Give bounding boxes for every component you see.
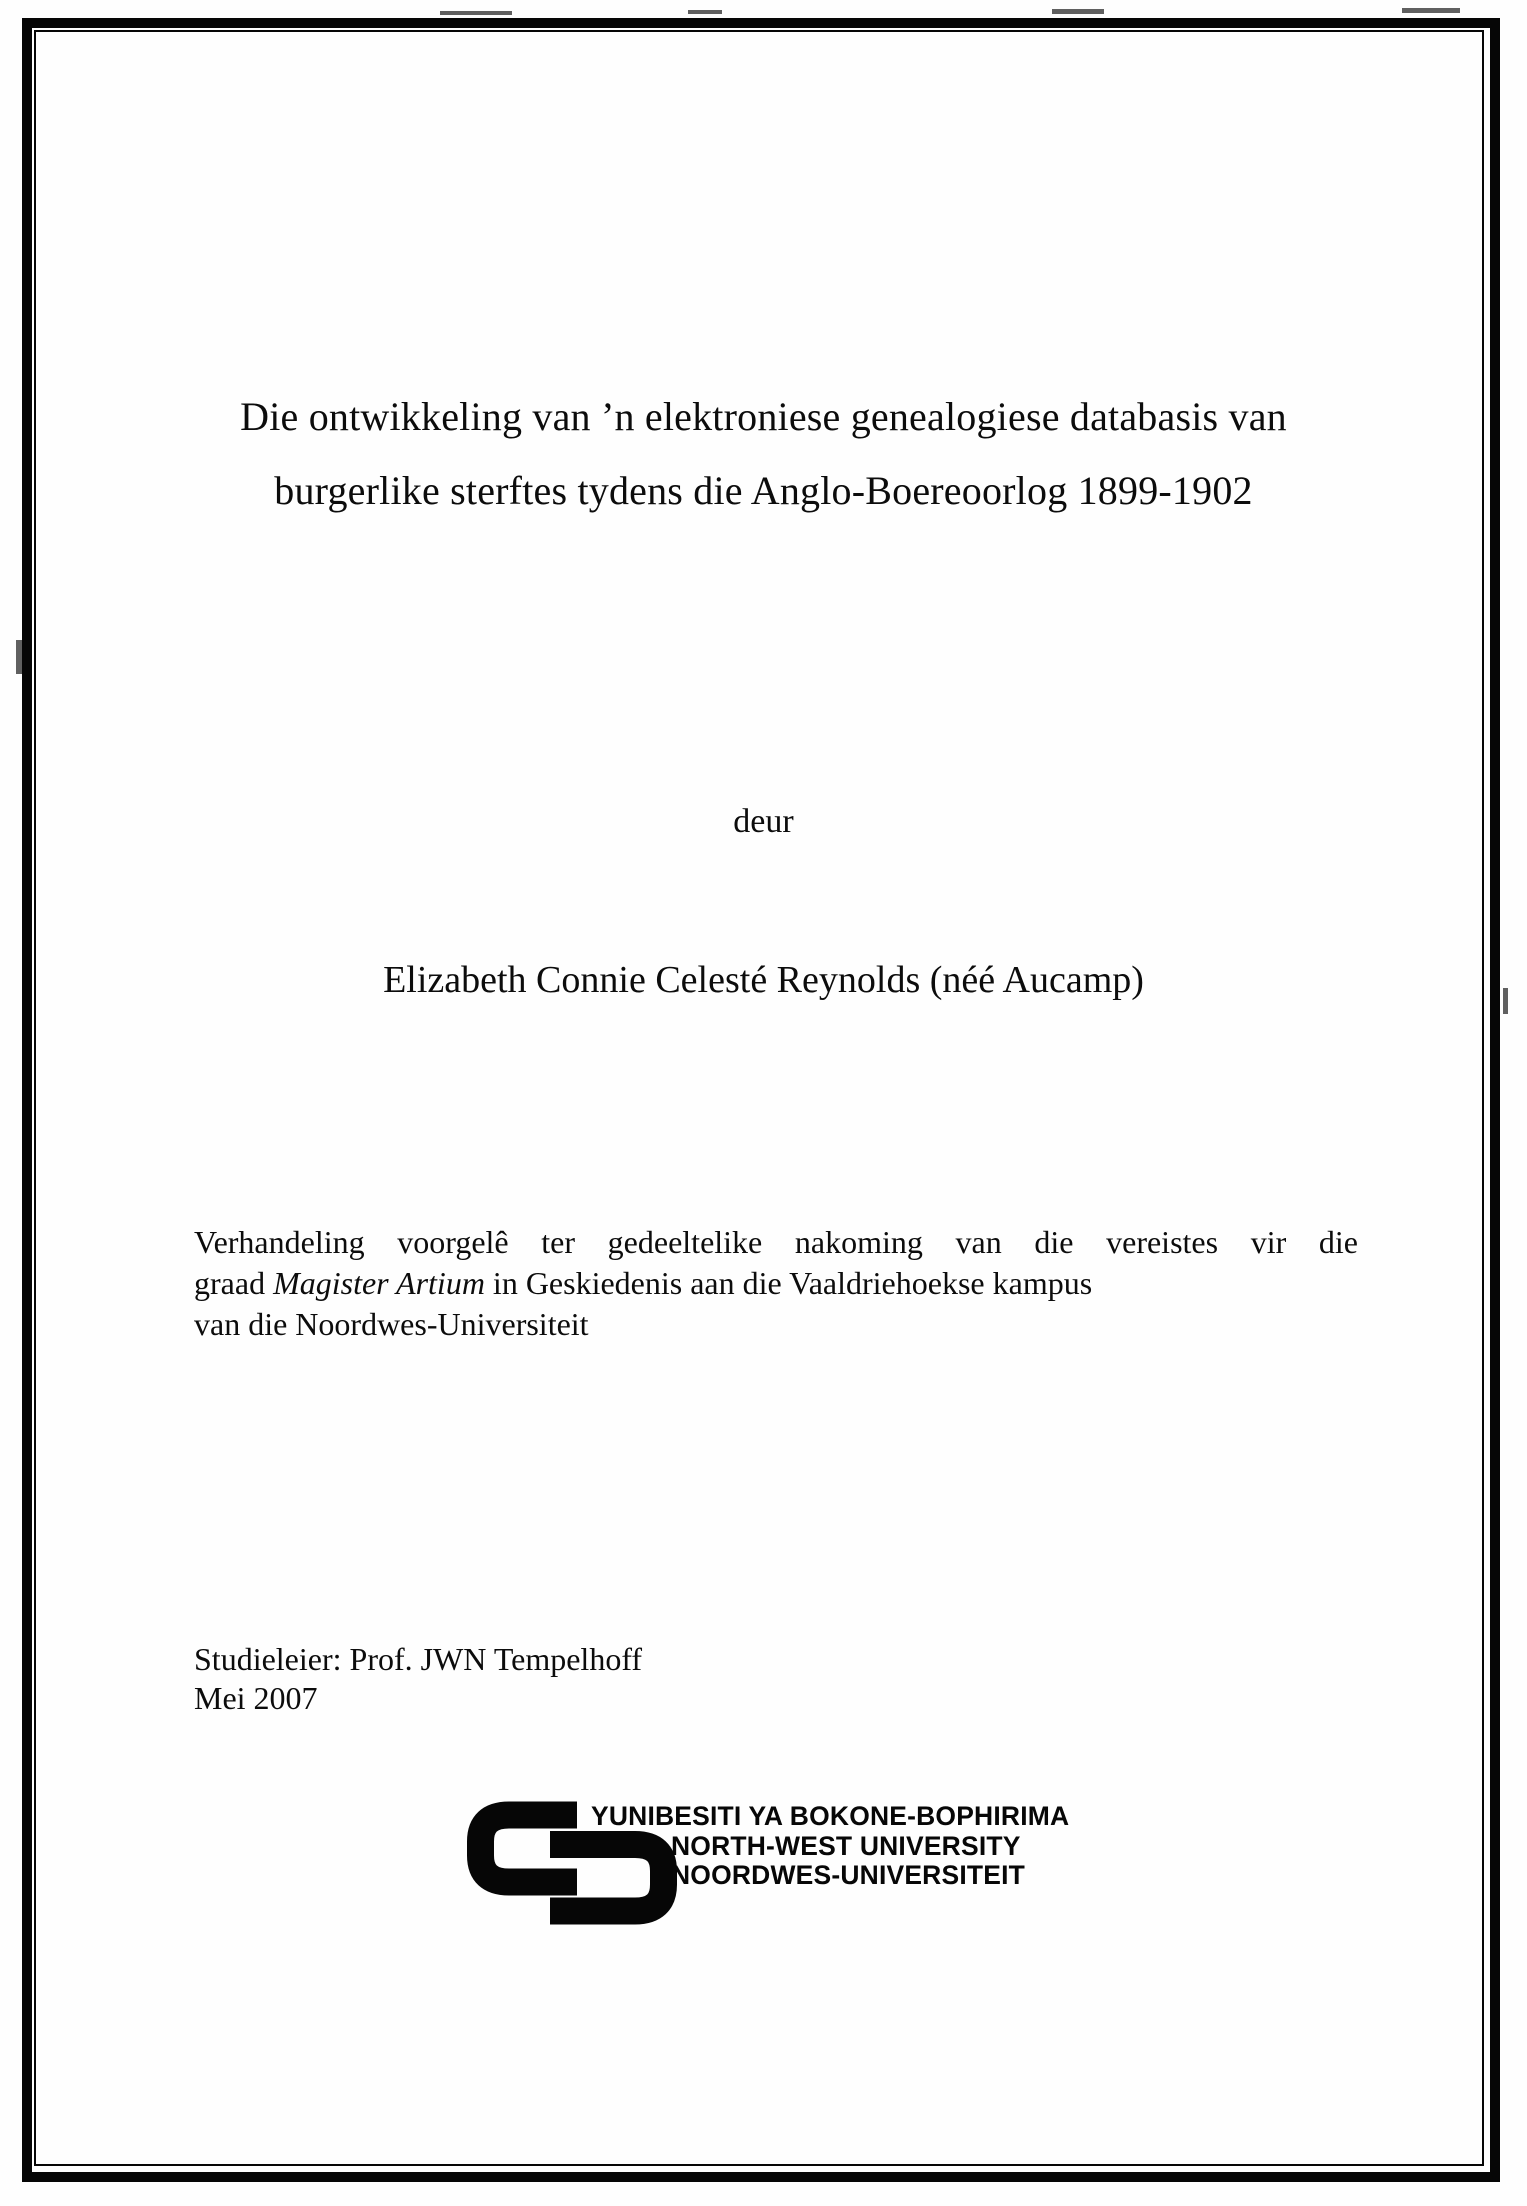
scan-artifact [1052, 9, 1104, 14]
statement-line-3: van die Noordwes-Universiteit [194, 1306, 589, 1342]
date-line: Mei 2007 [194, 1680, 318, 1716]
logo-text-setswana: YUNIBESITI YA BOKONE-BOPHIRIMA [591, 1801, 1070, 1831]
thesis-title [60, 380, 1467, 528]
statement-line-1: Verhandeling voorgelê ter gedeeltelike nakoming van die vereistes vir die [194, 1224, 1358, 1260]
logo-text-english: NORTH-WEST UNIVERSITY [671, 1831, 1021, 1861]
byline: deur [733, 803, 794, 840]
scan-artifact [440, 11, 512, 15]
logo-text-afrikaans: NOORDWES-UNIVERSITEIT [671, 1860, 1025, 1890]
degree-statement [194, 1222, 1358, 1345]
title-line-1: Die ontwikkeling van ’n elektroniese genealogiese databasis van [240, 394, 1287, 439]
statement-line-2 [194, 1263, 1358, 1304]
statement-degree-name: Magister Artium [273, 1265, 485, 1301]
scan-artifact [1402, 8, 1460, 13]
scan-artifact [688, 10, 722, 14]
author-name: Elizabeth Connie Celesté Reynolds (néé Aucamp) [383, 959, 1144, 1001]
statement-line-2-prefix: graad [194, 1265, 274, 1301]
supervisor-block [194, 1640, 642, 1718]
statement-line-2-suffix: in Geskiedenis aan die Vaaldriehoekse kampus [484, 1265, 1093, 1301]
supervisor-line: Studieleier: Prof. JWN Tempelhoff [194, 1641, 643, 1677]
title-line-2: burgerlike sterftes tydens die Anglo-Boereoorlog 1899-1902 [274, 468, 1253, 513]
